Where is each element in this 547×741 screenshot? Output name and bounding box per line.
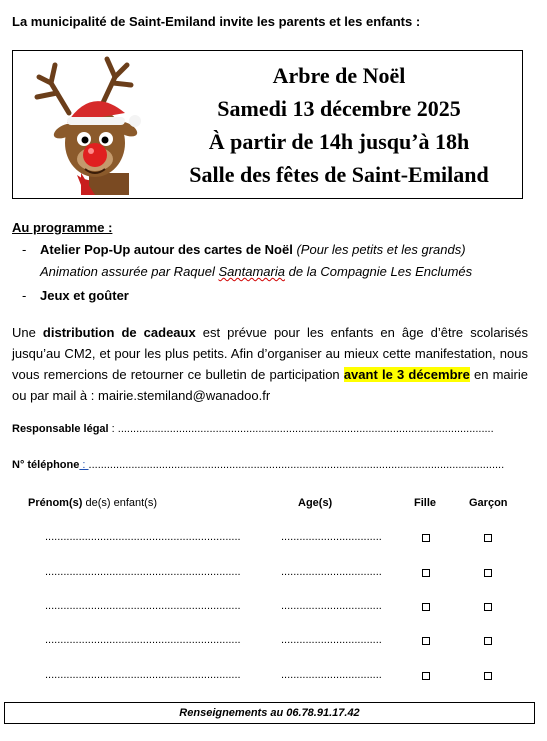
- boy-checkbox[interactable]: [484, 534, 492, 542]
- girl-checkbox[interactable]: [422, 603, 430, 611]
- event-location: Salle des fêtes de Saint-Emiland: [189, 162, 489, 187]
- para-text: Une: [12, 325, 43, 340]
- reindeer-illustration: [29, 55, 147, 195]
- para-text: est prévue pour les enfants en âge d’être scolarisés jusqu’au CM2, et pour les plus petits. Afin d’organiser au mieux cette manifestation, nous vous remercions de retourner ce bulletin de participation: [12, 325, 528, 382]
- footer-info: Renseignements au 06.78.91.17.42: [4, 702, 535, 724]
- girl-checkbox[interactable]: [422, 534, 430, 542]
- child-age-input[interactable]: .................................: [281, 669, 382, 681]
- child-name-input[interactable]: ................................................................: [45, 566, 241, 578]
- field-separator: :: [79, 459, 89, 471]
- bullet-dash: -: [22, 288, 27, 303]
- boy-checkbox[interactable]: [484, 672, 492, 680]
- event-date: Samedi 13 décembre 2025: [217, 96, 461, 121]
- col-header-girl: Fille: [414, 497, 437, 509]
- telephone-dots: ........................................................................................................................................: [88, 459, 505, 471]
- animation-post: de la Compagnie Les Enclumés: [284, 264, 473, 279]
- gift-distribution: distribution de cadeaux: [42, 325, 196, 340]
- games-label: Jeux et goûter: [40, 288, 129, 303]
- programme-title: Au programme :: [12, 220, 113, 235]
- child-name-input[interactable]: ................................................................: [45, 600, 241, 612]
- col-header-boy: Garçon: [469, 497, 508, 509]
- gift-paragraph: [12, 322, 528, 406]
- responsable-dots: ...........................................................................................................................: [117, 423, 494, 435]
- telephone-label: N° téléphone: [12, 459, 80, 471]
- event-time: À partir de 14h jusqu’à 18h: [208, 129, 470, 154]
- para-text: en mairie ou par mail à : mairie.stemiland@wanadoo.fr: [12, 367, 528, 403]
- girl-checkbox[interactable]: [422, 569, 430, 577]
- event-details: [158, 59, 520, 191]
- intro-text: La municipalité de Saint-Emiland invite les parents et les enfants :: [12, 14, 421, 29]
- event-title-box: [12, 50, 523, 199]
- bullet-dash: -: [22, 242, 27, 257]
- responsable-field[interactable]: [12, 423, 494, 435]
- telephone-field[interactable]: [12, 459, 504, 471]
- child-name-input[interactable]: ................................................................: [45, 634, 241, 646]
- child-age-input[interactable]: .................................: [281, 566, 382, 578]
- animation-pre: Animation assurée par Raquel: [40, 264, 219, 279]
- col-header-name: Prénom(s) de(s) enfant(s): [28, 497, 157, 509]
- girl-checkbox[interactable]: [422, 672, 430, 680]
- child-name-input[interactable]: ................................................................: [45, 531, 241, 543]
- boy-checkbox[interactable]: [484, 569, 492, 577]
- workshop-audience: (Pour les petits et les grands): [296, 242, 466, 257]
- responsable-label: Responsable légal: [12, 423, 109, 435]
- deadline-highlight: avant le 3 décembre: [343, 367, 470, 382]
- animator-name: Santamaria: [218, 264, 285, 279]
- col-header-age: Age(s): [298, 497, 333, 509]
- workshop-title: Atelier Pop-Up autour des cartes de Noël: [40, 242, 293, 257]
- field-separator: :: [108, 423, 118, 435]
- child-age-input[interactable]: .................................: [281, 634, 382, 646]
- event-title: Arbre de Noël: [272, 63, 406, 88]
- child-name-input[interactable]: ................................................................: [45, 669, 241, 681]
- girl-checkbox[interactable]: [422, 637, 430, 645]
- child-age-input[interactable]: .................................: [281, 600, 382, 612]
- boy-checkbox[interactable]: [484, 603, 492, 611]
- child-age-input[interactable]: .................................: [281, 531, 382, 543]
- boy-checkbox[interactable]: [484, 637, 492, 645]
